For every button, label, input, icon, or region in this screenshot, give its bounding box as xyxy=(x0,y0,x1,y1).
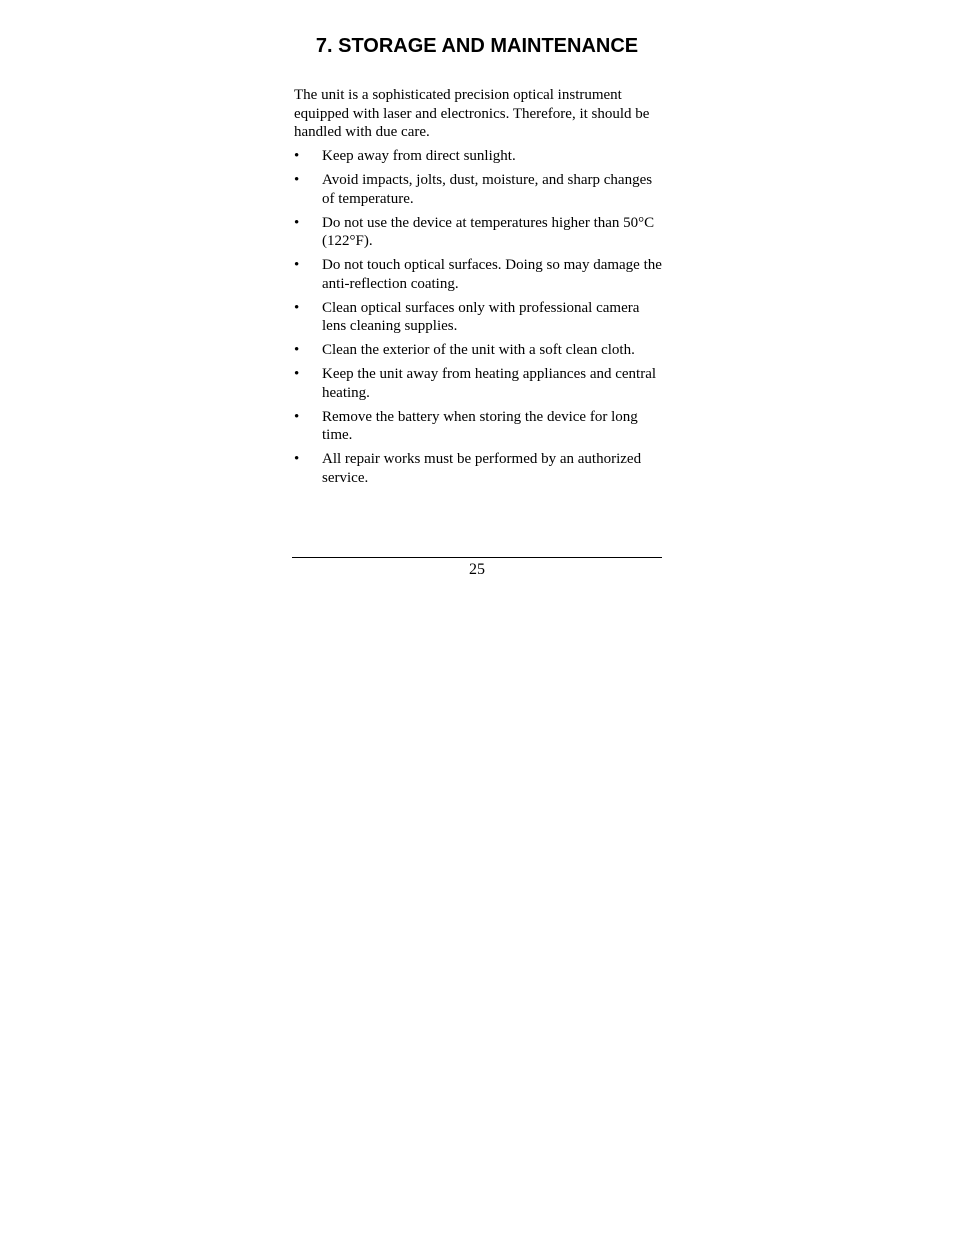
intro-paragraph: The unit is a sophisticated precision optical instrument equipped with laser and electronics. Therefore, it should be handled with due care. xyxy=(294,87,650,140)
page-number: 25 xyxy=(469,561,485,578)
bullet-icon: • xyxy=(294,299,300,316)
bullet-icon: • xyxy=(294,366,300,382)
list-item xyxy=(294,256,662,293)
bullet-icon: • xyxy=(294,408,300,425)
care-instructions-list xyxy=(294,147,662,487)
list-item xyxy=(294,365,662,402)
list-item-text: Remove the battery when storing the device for long time. xyxy=(322,408,638,443)
bullet-icon: • xyxy=(294,451,300,467)
list-item-text: Clean the exterior of the unit with a soft clean cloth. xyxy=(322,342,635,358)
list-item-text: Avoid impacts, jolts, dust, moisture, and sharp changes of temperature. xyxy=(322,172,653,207)
bullet-icon: • xyxy=(294,257,300,273)
list-item xyxy=(294,408,662,445)
bullet-icon: • xyxy=(294,214,300,231)
list-item-text: All repair works must be performed by an authorized service. xyxy=(322,451,642,486)
list-item xyxy=(294,214,662,251)
list-item-text: Keep the unit away from heating appliances and central heating. xyxy=(322,366,657,401)
list-item xyxy=(294,450,662,487)
section-heading: 7. STORAGE AND MAINTENANCE xyxy=(315,35,639,57)
footer-divider xyxy=(292,557,662,558)
bullet-icon: • xyxy=(294,148,300,164)
list-item xyxy=(294,147,662,166)
section-body xyxy=(294,86,662,493)
list-item-text: Clean optical surfaces only with professional camera lens cleaning supplies. xyxy=(322,299,640,334)
list-item xyxy=(294,171,662,208)
list-item xyxy=(294,341,662,360)
list-item-text: Keep away from direct sunlight. xyxy=(322,148,516,164)
list-item-text: Do not touch optical surfaces. Doing so may damage the anti-reflection coating. xyxy=(322,257,662,292)
list-item-text: Do not use the device at temperatures higher than 50°C (122°F). xyxy=(322,214,655,249)
bullet-icon: • xyxy=(294,342,300,358)
list-item xyxy=(294,299,662,336)
bullet-icon: • xyxy=(294,172,300,188)
